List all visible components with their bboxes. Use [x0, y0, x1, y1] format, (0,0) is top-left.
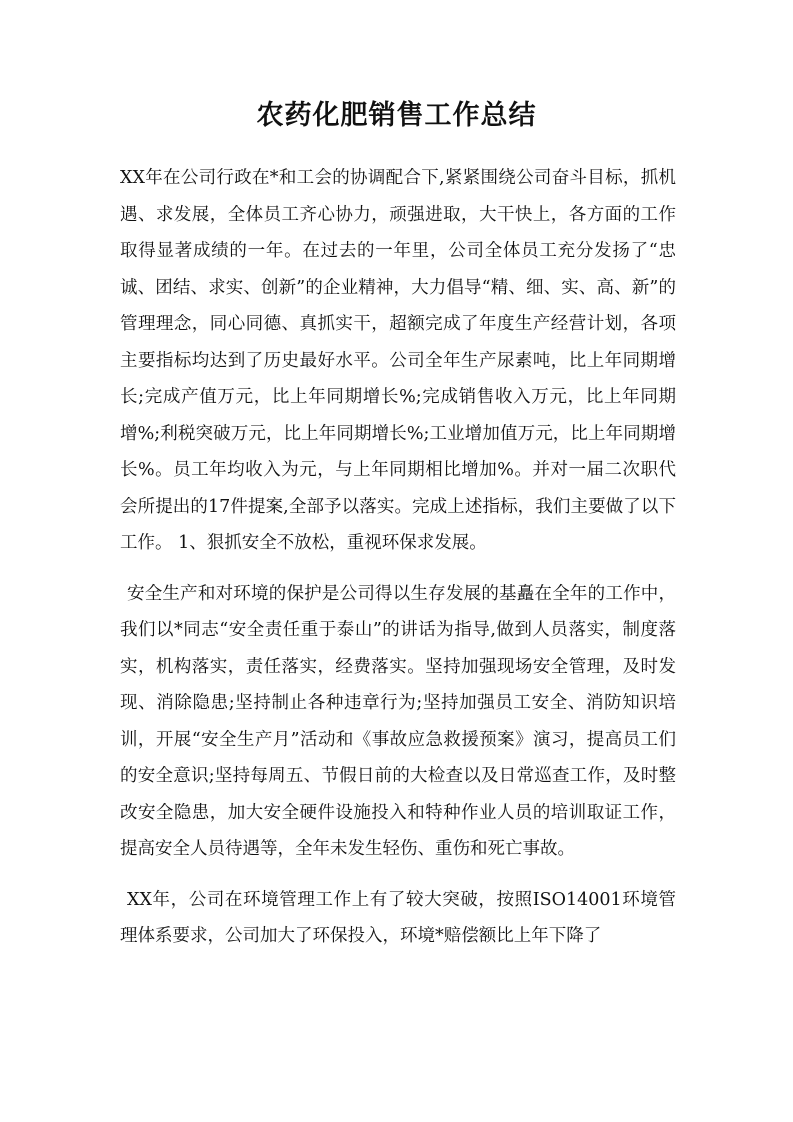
paragraph-1: XX年在公司行政在*和工会的协调配合下,紧紧围绕公司奋斗目标，抓机遇、求发展，全体员工齐心协力，顽强进取，大干快上，各方面的工作取得显著成绩的一年。在过去的一年里，公司全体员工充分发扬了“忠诚、团结、求实、创新”的企业精神，大力倡导“精、细、实、高、新”的管理理念，同心同德、真抓实干，超额完成了年度生产经营计划，各项主要指标均达到了历史最好水平。公司全年生产尿素吨，比上年同期增长;完成产值万元，比上年同期增长%;完成销售收入万元，比上年同期增%;利税突破万元，比上年同期增长%;工业增加值万元，比上年同期增长%。员工年均收入为元，与上年同期相比增加%。并对一届二次职代会所提出的17件提案,全部予以落实。完成上述指标，我们主要做了以下工作。 1、狠抓安全不放松，重视环保求发展。 — [120, 168, 676, 553]
paragraph-3: XX年，公司在环境管理工作上有了较大突破，按照ISO14001环境管理体系要求，公司加大了环保投入，环境*赔偿额比上年下降了 — [120, 889, 676, 946]
document-title: 农药化肥销售工作总结 — [256, 100, 537, 131]
document-body — [120, 160, 676, 969]
paragraph-2: 安全生产和对环境的保护是公司得以生存发展的基矗在全年的工作中，我们以*同志“安全责任重于泰山”的讲话为指导,做到人员落实，制度落实，机构落实，责任落实，经费落实。坚持加强现场安全管理，及时发现、消除隐患;坚持制止各种违章行为;坚持加强员工安全、消防知识培训，开展“安全生产月”活动和《事故应急救援预案》演习，提高员工们的安全意识;坚持每周五、节假日前的大检查以及日常巡查工作，及时整改安全隐患，加大安全硬件设施投入和特种作业人员的培训取证工作，提高安全人员待遇等，全年未发生轻伤、重伤和死亡事故。 — [120, 583, 676, 859]
